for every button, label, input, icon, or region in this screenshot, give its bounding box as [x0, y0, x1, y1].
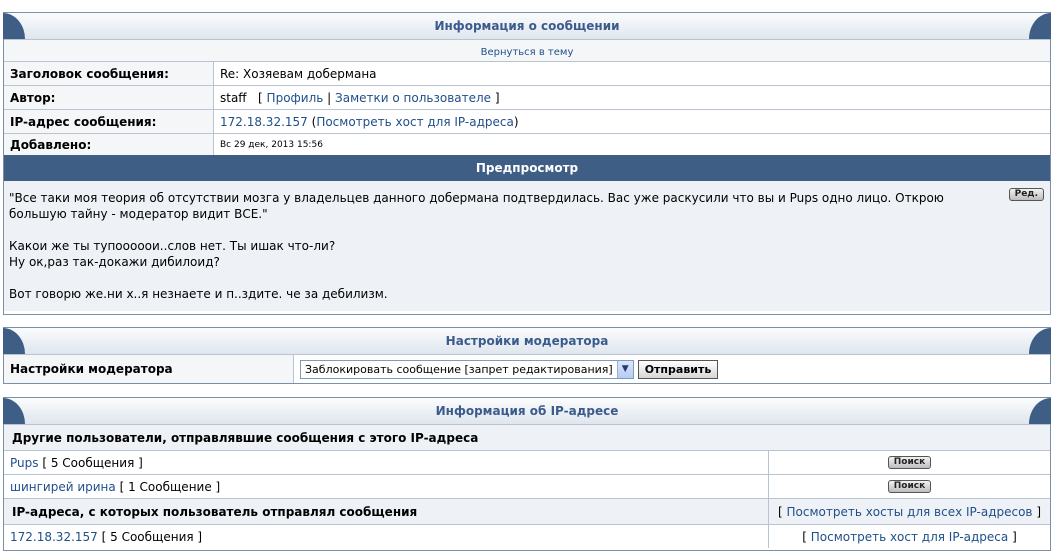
ips-heading-row — [4, 498, 1050, 524]
preview-line: Ну ок,раз так-докажи дибилоид? — [9, 255, 220, 269]
added-label: Добавлено: — [4, 134, 214, 155]
all-hosts-cell: [ Посмотреть хосты для всех IP-адресов ] — [777, 504, 1042, 519]
ip-label: IP-адрес сообщения: — [4, 110, 214, 133]
moderator-label: Настройки модератора — [4, 355, 294, 383]
ip-host-paren-open: ( — [311, 114, 317, 129]
ip-address-link[interactable]: 172.18.32.157 — [220, 114, 308, 129]
user-row — [4, 450, 1050, 474]
author-row — [4, 85, 1050, 109]
preview-line: Какои же ты тупооооои..слов нет. Ты ишак что-ли? — [9, 239, 336, 253]
user-post-count: [ 5 Сообщения ] — [42, 455, 143, 470]
user-notes-link[interactable]: Заметки о пользователе — [335, 90, 492, 105]
ip-list-cell — [4, 525, 769, 548]
preview-body — [4, 181, 1050, 311]
view-host-link[interactable]: Посмотреть хост для IP-адреса — [316, 114, 514, 129]
ip-list-row — [4, 524, 1050, 548]
profile-link[interactable]: Профиль — [266, 90, 324, 105]
preview-line — [9, 222, 1045, 238]
back-to-topic-link[interactable]: Вернуться в тему — [480, 47, 574, 58]
moderator-action-select[interactable] — [300, 360, 634, 379]
author-value — [214, 86, 1050, 109]
author-bracket-close: ] — [494, 90, 500, 105]
user-cell — [4, 451, 769, 474]
ip-info-title: Информация об IP-адресе — [435, 404, 619, 418]
other-users-heading: Другие пользователи, отправлявшие сообщения с этого IP-адреса — [12, 430, 479, 445]
preview-line: Вот говорю же.ни х..я незнаете и п..здите. че за дебилизм. — [9, 287, 388, 301]
search-cell — [769, 451, 1050, 474]
author-bracket-open: [ — [258, 90, 263, 105]
ips-heading: IP-адреса, с которых пользователь отправлял сообщения — [4, 499, 769, 524]
moderator-select-value: Заблокировать сообщение [запрет редактирования] — [305, 362, 613, 376]
user-post-count: [ 1 Сообщение ] — [119, 479, 221, 494]
moderator-controls — [294, 355, 724, 383]
moderator-panel — [3, 327, 1051, 384]
message-info-panel — [3, 12, 1051, 315]
moderator-title: Настройки модератора — [445, 334, 609, 348]
message-info-title: Информация о сообщении — [434, 19, 620, 33]
ip-post-count: [ 5 Сообщения ] — [101, 529, 203, 544]
subject-label: Заголовок сообщения: — [4, 62, 214, 85]
added-value: Вс 29 дек, 2013 15:56 — [220, 139, 323, 150]
author-name: staff — [220, 90, 247, 105]
ip-row — [4, 109, 1050, 133]
ip-host-cell: [ Посмотреть хост для IP-адреса ] — [802, 529, 1017, 544]
added-row — [4, 133, 1050, 155]
preview-line: "Все таки моя теория об отсутствии мозга у владельцев данного добермана подтвердилась. Вас уже раскусили что вы и Pups одно лицо. Открою — [9, 191, 944, 205]
moderator-header — [4, 328, 1050, 354]
user-link[interactable]: Pups — [10, 455, 39, 470]
back-link-row — [4, 39, 1050, 61]
preview-line — [9, 270, 1045, 286]
submit-button[interactable]: Отправить — [638, 360, 719, 379]
user-link[interactable]: шингирей ирина — [10, 479, 116, 494]
search-cell — [769, 475, 1050, 498]
author-label: Автор: — [4, 86, 214, 109]
ip-host-paren-close: ) — [513, 114, 519, 129]
ip-info-header — [4, 398, 1050, 424]
message-info-header — [4, 13, 1050, 39]
ip-info-panel — [3, 397, 1051, 551]
view-all-hosts-link[interactable]: Посмотреть хосты для всех IP-адресов — [786, 504, 1033, 519]
edit-button[interactable]: Ред. — [1009, 188, 1044, 201]
other-users-heading-row — [4, 424, 1050, 450]
ip-value-cell — [214, 110, 1050, 133]
search-button[interactable]: Поиск — [888, 456, 931, 469]
author-separator: | — [327, 90, 332, 105]
preview-header — [4, 155, 1050, 181]
user-row — [4, 474, 1050, 498]
moderator-row — [4, 354, 1050, 383]
user-cell — [4, 475, 769, 498]
preview-title: Предпросмотр — [475, 161, 579, 175]
preview-line: большую тайну - модератор видит ВСЕ." — [9, 207, 268, 221]
subject-row — [4, 61, 1050, 85]
subject-value: Re: Хозяевам добермана — [220, 66, 377, 81]
view-ip-host-link[interactable]: Посмотреть хост для IP-адреса — [810, 529, 1009, 544]
chevron-down-icon[interactable]: ▼ — [617, 361, 633, 378]
ip-list-link[interactable]: 172.18.32.157 — [10, 529, 98, 544]
search-button[interactable]: Поиск — [888, 480, 931, 493]
